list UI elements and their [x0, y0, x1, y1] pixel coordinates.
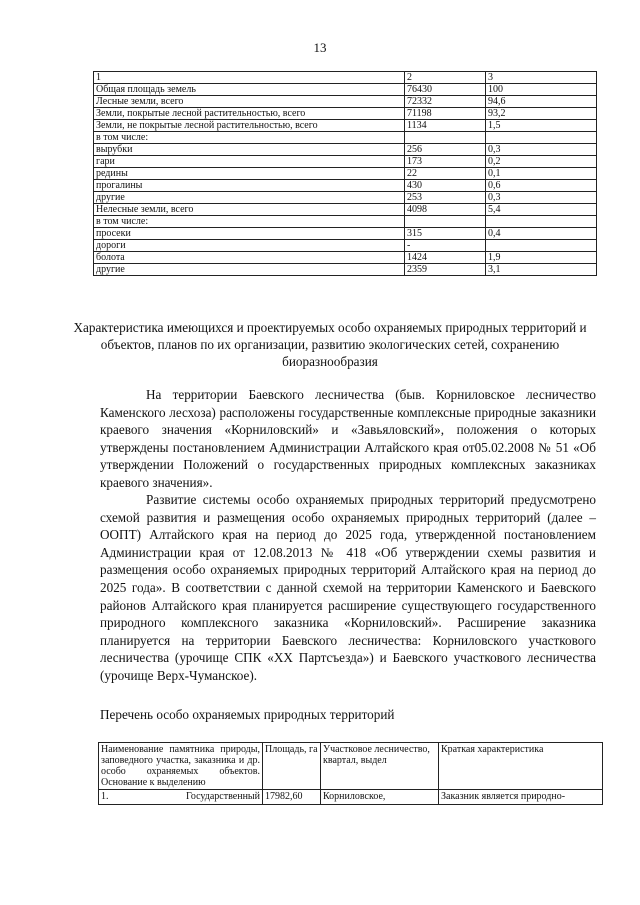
land-table-row — [94, 84, 597, 96]
oopt-row-description: Заказник является природно- — [439, 790, 603, 805]
oopt-header-forestry: Участковое лесничество, квартал, выдел — [321, 743, 439, 790]
land-row-percent: 1,5 — [486, 120, 597, 132]
paragraph-zakazniki — [100, 386, 596, 492]
land-table-row — [94, 204, 597, 216]
land-table-row — [94, 216, 597, 228]
section-heading: Характеристика имеющихся и проектируемых особо охраняемых природных территорий и объектов, планов по их организации, развитию экологических сетей, сохранению биоразнообразия — [73, 320, 587, 369]
land-row-name: другие — [94, 264, 405, 276]
land-row-percent: 1,9 — [486, 252, 597, 264]
land-table-row — [94, 108, 597, 120]
land-table-row — [94, 252, 597, 264]
land-table-row — [94, 132, 597, 144]
land-row-percent — [486, 216, 597, 228]
paragraph-2-text: Развитие системы особо охраняемых природных территорий предусмотрено схемой развития и размещения особо охраняемых природных территорий (далее – ООПТ) Алтайского края на период до 2025 года, утвержденной постановлением Администрации края от 12.08.2013 № 418 «Об утверждении схемы развития и размещения особо охраняемых природных территорий Алтайского края на период до 2025 года». В соответствии с данной схемой на территории Каменского и Баевского районов Алтайского края планируется расширение существующего государственного природного комплексного заказника «Корниловский». Расширение заказника планируется на территории Баевского лесничества: Корниловского участкового лесничества (урочище СПК «XX Партсъезда») и Баевского участкового лесничества (урочище Верх-Чуманское). — [100, 492, 596, 683]
land-row-name: Лесные земли, всего — [94, 96, 405, 108]
land-row-area: 253 — [405, 192, 486, 204]
land-row-name: вырубки — [94, 144, 405, 156]
land-row-area: 76430 — [405, 84, 486, 96]
land-table-row — [94, 120, 597, 132]
land-table-row — [94, 240, 597, 252]
land-row-name: Земли, не покрытые лесной растительностью, всего — [94, 120, 405, 132]
land-category-table — [93, 71, 597, 276]
land-header-col1: 1 — [94, 72, 405, 84]
land-row-name: просеки — [94, 228, 405, 240]
oopt-table — [98, 742, 603, 805]
land-row-name: Общая площадь земель — [94, 84, 405, 96]
land-row-name: Земли, покрытые лесной растительностью, всего — [94, 108, 405, 120]
land-row-name: болота — [94, 252, 405, 264]
land-row-name: другие — [94, 192, 405, 204]
oopt-list-title: Перечень особо охраняемых природных территорий — [100, 707, 395, 722]
oopt-row-name: 1. Государственный — [99, 790, 263, 805]
land-row-percent: 0,4 — [486, 228, 597, 240]
land-row-area: 22 — [405, 168, 486, 180]
land-table-row — [94, 156, 597, 168]
land-row-name: прогалины — [94, 180, 405, 192]
land-row-area: 173 — [405, 156, 486, 168]
oopt-header-name: Наименование памятника природы, заповедного участка, заказника и др. особо охраняемых объектов. Основание к выделению — [99, 743, 263, 790]
land-row-percent: 100 — [486, 84, 597, 96]
land-table-row — [94, 228, 597, 240]
land-row-area — [405, 132, 486, 144]
land-row-area — [405, 216, 486, 228]
land-row-percent: 94,6 — [486, 96, 597, 108]
land-row-area: 1424 — [405, 252, 486, 264]
land-row-area: - — [405, 240, 486, 252]
land-table-row — [94, 264, 597, 276]
land-row-area: 256 — [405, 144, 486, 156]
oopt-row-area: 17982,60 — [263, 790, 321, 805]
land-row-area: 71198 — [405, 108, 486, 120]
land-row-name: в том числе: — [94, 216, 405, 228]
land-table-body — [94, 72, 597, 276]
oopt-header-row — [99, 743, 603, 790]
page-number: 13 — [313, 40, 327, 55]
land-row-area: 430 — [405, 180, 486, 192]
land-row-name: дороги — [94, 240, 405, 252]
land-row-area: 4098 — [405, 204, 486, 216]
land-row-name: в том числе: — [94, 132, 405, 144]
land-row-percent: 0,6 — [486, 180, 597, 192]
land-row-percent: 0,3 — [486, 144, 597, 156]
land-table-row — [94, 192, 597, 204]
land-row-percent: 0,2 — [486, 156, 597, 168]
land-row-percent: 0,3 — [486, 192, 597, 204]
land-header-col2: 2 — [405, 72, 486, 84]
oopt-header-description: Краткая характеристика — [439, 743, 603, 790]
land-row-percent: 93,2 — [486, 108, 597, 120]
land-table-header-row — [94, 72, 597, 84]
land-row-name: Нелесные земли, всего — [94, 204, 405, 216]
land-row-area: 2359 — [405, 264, 486, 276]
land-row-percent: 5,4 — [486, 204, 597, 216]
land-row-area: 1134 — [405, 120, 486, 132]
land-row-name: редины — [94, 168, 405, 180]
land-table-row — [94, 168, 597, 180]
land-table-row — [94, 180, 597, 192]
oopt-row-forestry: Корниловское, — [321, 790, 439, 805]
land-row-area: 72332 — [405, 96, 486, 108]
land-table-row — [94, 96, 597, 108]
land-row-percent: 0,1 — [486, 168, 597, 180]
land-table-row — [94, 144, 597, 156]
land-header-col3: 3 — [486, 72, 597, 84]
land-row-area: 315 — [405, 228, 486, 240]
land-row-name: гари — [94, 156, 405, 168]
oopt-header-area: Площадь, га — [263, 743, 321, 790]
land-row-percent — [486, 240, 597, 252]
paragraph-oopt-scheme — [100, 491, 596, 685]
oopt-row — [99, 790, 603, 805]
paragraph-1-text: На территории Баевского лесничества (быв. Корниловское лесничество Каменского лесхоза) расположены государственные комплексные природные заказники краевого значения «Корниловский» и «Завьяловский», положения о которых утверждены постановлением Администрации Алтайского края от05.02.2008 № 51 «Об утверждении Положений о государственных природных комплексных заказниках краевого значения». — [100, 387, 596, 490]
land-row-percent: 3,1 — [486, 264, 597, 276]
land-row-percent — [486, 132, 597, 144]
